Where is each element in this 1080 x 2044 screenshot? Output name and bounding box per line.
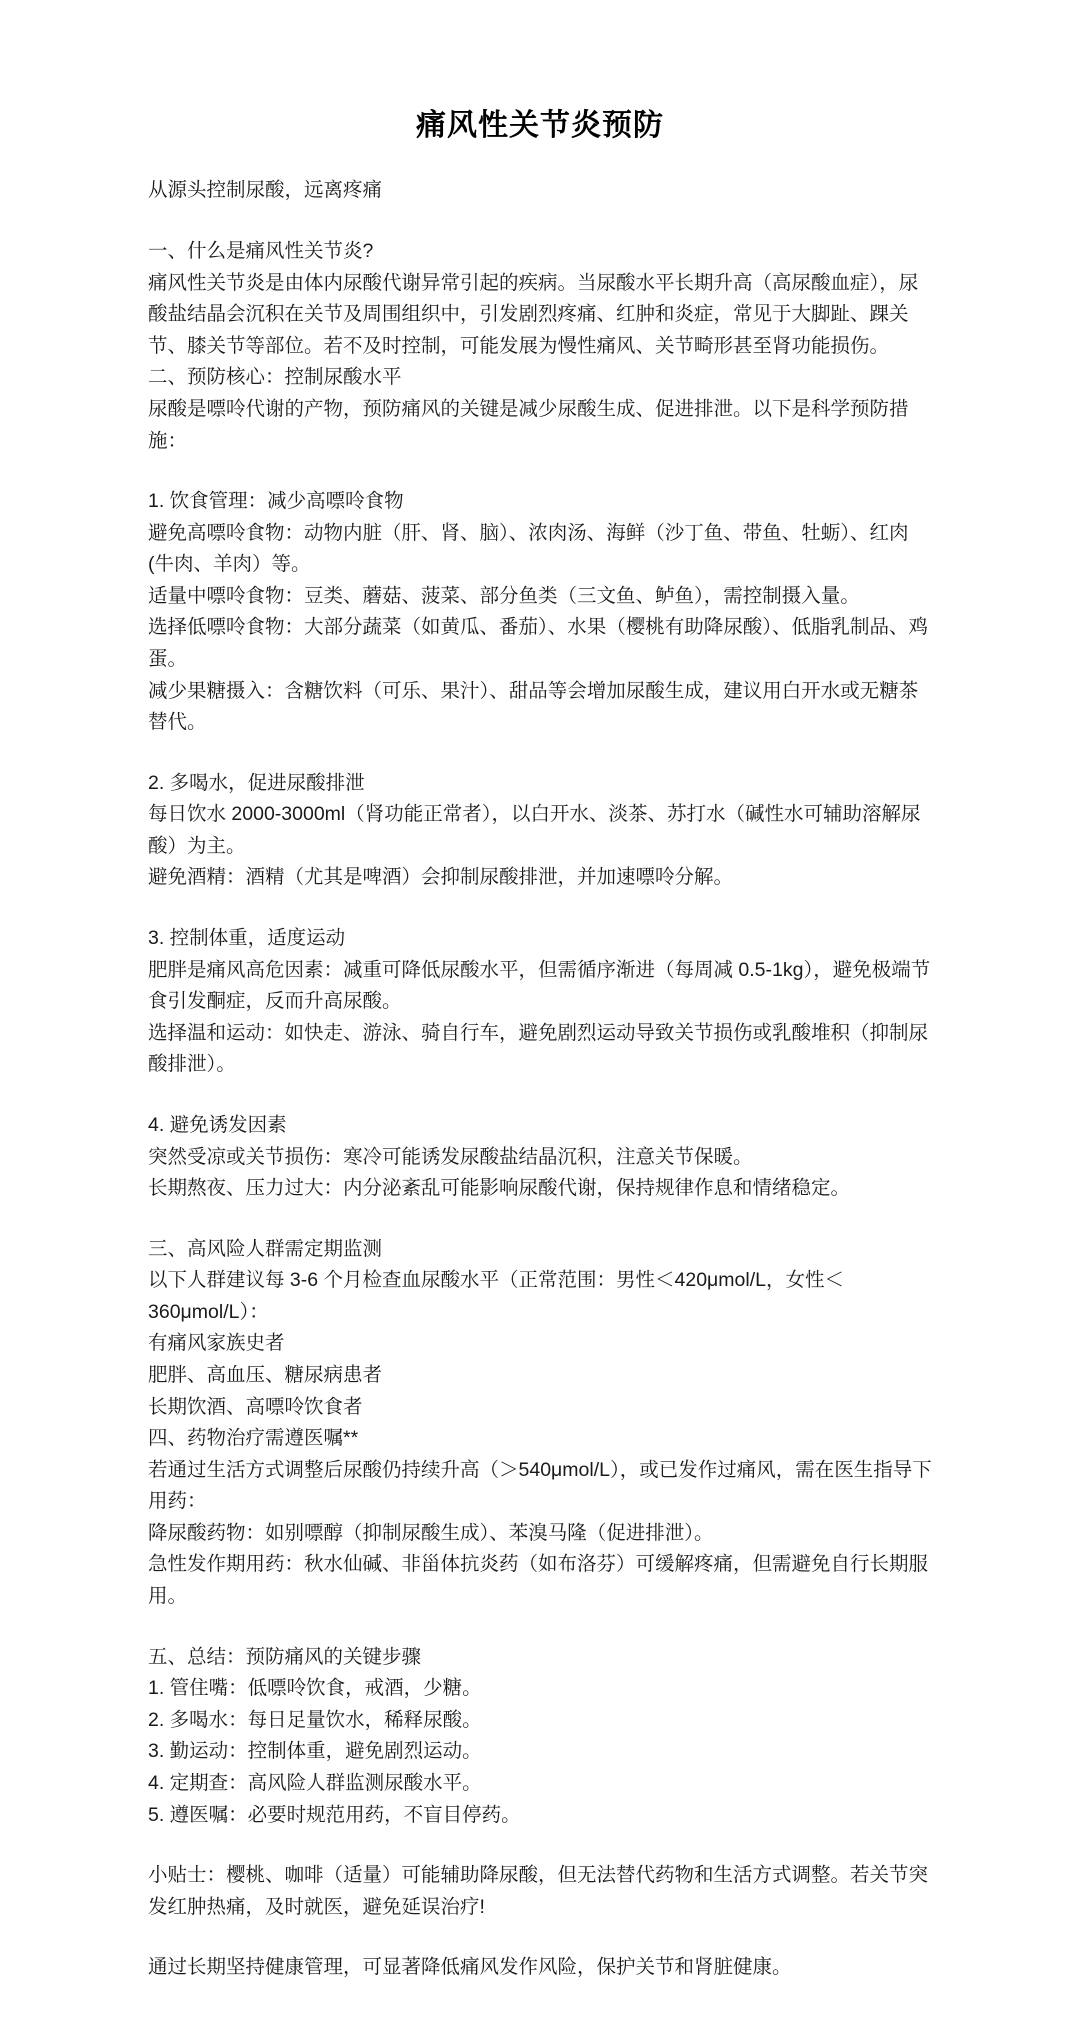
section-2-body: 尿酸是嘌呤代谢的产物，预防痛风的关键是减少尿酸生成、促进排泄。以下是科学预防措施： — [148, 397, 909, 452]
section-4-acute-attack-drugs: 急性发作期用药：秋水仙碱、非甾体抗炎药（如布洛芬）可缓解疼痛，但需避免自行长期服用。 — [148, 1553, 929, 1608]
measure-4-cold-injury: 突然受凉或关节损伤：寒冷可能诱发尿酸盐结晶沉积，注意关节保暖。 — [148, 1145, 753, 1168]
section-2-heading: 二、预防核心：控制尿酸水平 — [148, 366, 402, 389]
page-title: 痛风性关节炎预防 — [416, 109, 664, 142]
measure-2-daily-water: 每日饮水 2000-3000ml（肾功能正常者），以白开水、淡茶、苏打水（碱性水可辅助溶解尿酸）为主。 — [148, 803, 921, 857]
section-5-heading: 五、总结：预防痛风的关键步骤 — [148, 1645, 422, 1668]
section-4-urate-lowering-drugs: 降尿酸药物：如别嘌醇（抑制尿酸生成）、苯溴马隆（促进排泄）。 — [148, 1521, 714, 1544]
measure-1-reduce-fructose: 减少果糖摄入：含糖饮料（可乐、果汁）、甜品等会增加尿酸生成，建议用白开水或无糖茶替代。 — [148, 679, 919, 734]
list-item: 有痛风家族史者 — [148, 1332, 285, 1355]
measure-1-low-purine: 选择低嘌呤食物：大部分蔬菜（如黄瓜、番茄）、水果（樱桃有助降尿酸）、低脂乳制品、鸡蛋。 — [148, 616, 929, 671]
summary-item: 3. 勤运动：控制体重，避免剧烈运动。 — [148, 1740, 482, 1763]
section-3-body: 以下人群建议每 3-6 个月检查血尿酸水平（正常范围：男性＜420μmol/L，女性＜360μmol/L）： — [148, 1269, 844, 1323]
spacer — [148, 1613, 932, 1642]
spacer — [148, 1081, 932, 1110]
section-3-heading: 三、高风险人群需定期监测 — [148, 1237, 383, 1260]
spacer — [148, 1205, 932, 1234]
measure-3-obesity-risk: 肥胖是痛风高危因素：减重可降低尿酸水平，但需循序渐进（每周减 0.5-1kg），避免极端节食引发酮症，反而升高尿酸。 — [148, 958, 931, 1013]
measure-1-avoid-high-purine: 避免高嘌呤食物：动物内脏（肝、肾、脑）、浓肉汤、海鲜（沙丁鱼、带鱼、牡蛎）、红肉(牛肉、羊肉）等。 — [148, 521, 909, 576]
measure-2-heading: 2. 多喝水，促进尿酸排泄 — [148, 771, 365, 794]
measure-1-heading: 1. 饮食管理：减少高嘌呤食物 — [148, 490, 404, 513]
section-1-heading: 一、什么是痛风性关节炎? — [148, 240, 374, 263]
measure-4-heading: 4. 避免诱发因素 — [148, 1113, 287, 1136]
closing-statement: 通过长期坚持健康管理，可显著降低痛风发作风险，保护关节和肾脏健康。 — [148, 1956, 792, 1979]
spacer — [148, 894, 932, 923]
section-4-body: 若通过生活方式调整后尿酸仍持续升高（＞540μmol/L），或已发作过痛风，需在医生指导下用药： — [148, 1458, 932, 1513]
measure-3-gentle-exercise: 选择温和运动：如快走、游泳、骑自行车，避免剧烈运动导致关节损伤或乳酸堆积（抑制尿酸排泄）。 — [148, 1021, 929, 1076]
spacer — [148, 1831, 932, 1860]
spacer — [148, 457, 932, 486]
measure-4-stress-sleep: 长期熬夜、压力过大：内分泌紊乱可能影响尿酸代谢，保持规律作息和情绪稳定。 — [148, 1177, 851, 1200]
summary-item: 4. 定期查：高风险人群监测尿酸水平。 — [148, 1771, 482, 1794]
spacer — [148, 1923, 932, 1952]
measure-3-heading: 3. 控制体重，适度运动 — [148, 927, 346, 950]
tips-note: 小贴士：樱桃、咖啡（适量）可能辅助降尿酸，但无法替代药物和生活方式调整。若关节突发红肿热痛，及时就医，避免延误治疗! — [148, 1864, 929, 1918]
subtitle: 从源头控制尿酸，远离疼痛 — [148, 178, 383, 201]
measure-1-moderate-purine: 适量中嘌呤食物：豆类、蘑菇、菠菜、部分鱼类（三文鱼、鲈鱼），需控制摄入量。 — [148, 584, 860, 607]
summary-item: 1. 管住嘴：低嘌呤饮食，戒酒，少糖。 — [148, 1677, 482, 1700]
section-4-heading: 四、药物治疗需遵医嘱** — [148, 1427, 359, 1450]
summary-item: 5. 遵医嘱：必要时规范用药，不盲目停药。 — [148, 1803, 521, 1826]
list-item: 长期饮酒、高嘌呤饮食者 — [148, 1395, 363, 1418]
document-body — [148, 175, 932, 1984]
list-item: 肥胖、高血压、糖尿病患者 — [148, 1364, 383, 1386]
section-1-body: 痛风性关节炎是由体内尿酸代谢异常引起的疾病。当尿酸水平长期升高（高尿酸血症），尿酸盐结晶会沉积在关节及周围组织中，引发剧烈疼痛、红肿和炎症，常见于大脚趾、踝关节、膝关节等部位。若不及时控制，可能发展为慢性痛风、关节畸形甚至肾功能损伤。 — [148, 271, 919, 357]
measure-2-avoid-alcohol: 避免酒精：酒精（尤其是啤酒）会抑制尿酸排泄，并加速嘌呤分解。 — [148, 866, 734, 889]
summary-item: 2. 多喝水：每日足量饮水，稀释尿酸。 — [148, 1708, 482, 1731]
spacer — [148, 206, 932, 236]
spacer — [148, 739, 932, 768]
